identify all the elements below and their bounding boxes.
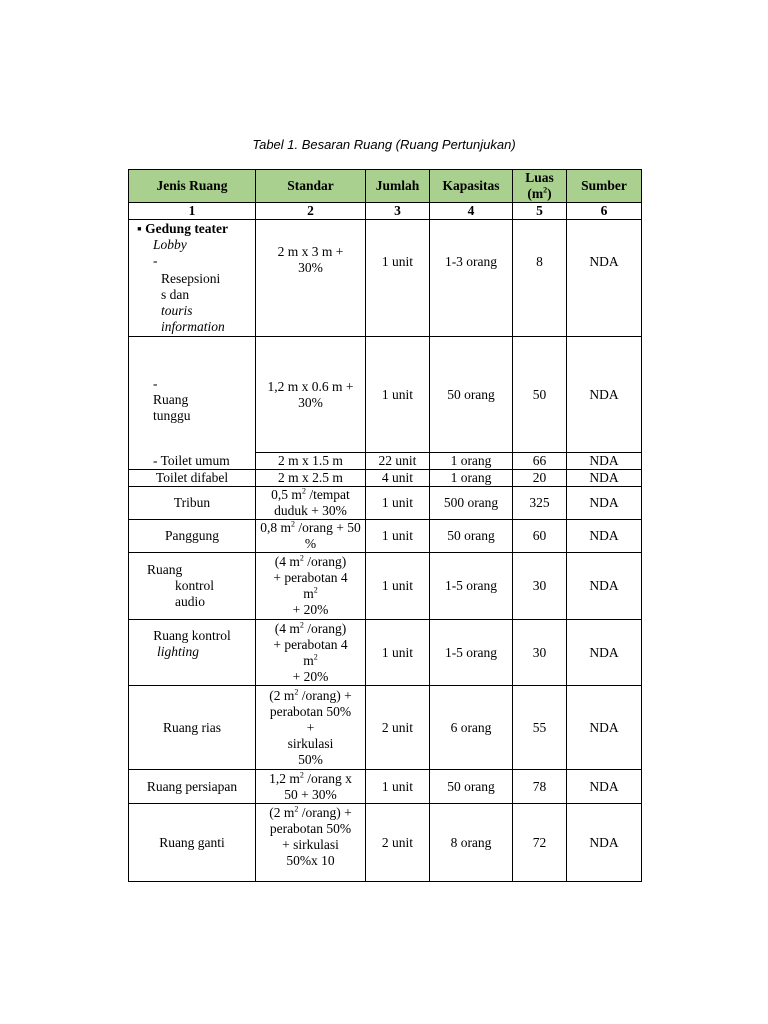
column-number: 1 [129, 203, 256, 220]
room-name-cell: ▪ Gedung teater Lobby - Resepsioni s dan touris information [129, 220, 256, 337]
kapasitas-cell: 50 orang [430, 337, 513, 453]
room-name-cell: Ruang persiapan [129, 770, 256, 804]
header-jumlah: Jumlah [366, 170, 430, 203]
sumber-cell: NDA [567, 553, 642, 620]
standar-cell: (2 $m^2$ /orang) + perabotan 50% + sirkulasi 50%x 10 [256, 804, 366, 882]
jumlah-cell: 1 unit [366, 220, 430, 337]
luas-cell: 20 [513, 470, 567, 487]
table-row [129, 804, 642, 882]
jumlah-cell: 1 unit [366, 620, 430, 686]
table-row [129, 770, 642, 804]
kapasitas-cell: 6 orang [430, 686, 513, 770]
standar-cell: 1,2 $m^2$ /orang x 50 + 30% [256, 770, 366, 804]
room-name-cell: - Toilet umum [129, 453, 256, 470]
table-row [129, 337, 642, 453]
standar-cell: 1,2 m x 0.6 m + 30% [256, 337, 366, 453]
group-title: Gedung teater [145, 221, 229, 236]
jumlah-cell: 1 unit [366, 553, 430, 620]
luas-cell: 60 [513, 520, 567, 553]
room-name-cell: Tribun [129, 487, 256, 520]
table-row [129, 220, 642, 337]
room-name-cell: Ruang rias [129, 686, 256, 770]
kapasitas-cell: 1 orang [430, 453, 513, 470]
table-row [129, 620, 642, 686]
jumlah-cell: 2 unit [366, 686, 430, 770]
standar-cell: 0,5 $m^2$ /tempat duduk + 30% [256, 487, 366, 520]
kapasitas-cell: 50 orang [430, 520, 513, 553]
room-name-cell: Ruang kontrol audio [129, 553, 256, 620]
sumber-cell: NDA [567, 686, 642, 770]
jumlah-cell: 1 unit [366, 337, 430, 453]
table-row [129, 470, 642, 487]
luas-cell: 30 [513, 553, 567, 620]
sumber-cell: NDA [567, 804, 642, 882]
room-name-cell: Ruang kontrol lighting [129, 620, 256, 686]
standar-cell: (4 $m^2$ /orang) + perabotan 4 $m^2$ + 20% [256, 553, 366, 620]
kapasitas-cell: 8 orang [430, 804, 513, 882]
luas-cell: 50 [513, 337, 567, 453]
jumlah-cell: 4 unit [366, 470, 430, 487]
sumber-cell: NDA [567, 620, 642, 686]
luas-cell: 66 [513, 453, 567, 470]
jumlah-cell: 1 unit [366, 520, 430, 553]
kapasitas-cell: 1-5 orang [430, 553, 513, 620]
header-sumber: Sumber [567, 170, 642, 203]
column-number: 6 [567, 203, 642, 220]
kapasitas-cell: 1-3 orang [430, 220, 513, 337]
luas-cell: 78 [513, 770, 567, 804]
table-row [129, 487, 642, 520]
sumber-cell: NDA [567, 487, 642, 520]
jumlah-cell: 2 unit [366, 804, 430, 882]
table-row [129, 520, 642, 553]
table-header-row [129, 170, 642, 203]
header-luas: Luas $(m^2)$ [513, 170, 567, 203]
column-number: 4 [430, 203, 513, 220]
luas-cell: 30 [513, 620, 567, 686]
header-kapasitas: Kapasitas [430, 170, 513, 203]
kapasitas-cell: 1 orang [430, 470, 513, 487]
column-number: 5 [513, 203, 567, 220]
table-caption: Tabel 1. Besaran Ruang (Ruang Pertunjukan) [252, 137, 516, 152]
table-row [129, 553, 642, 620]
table-row [129, 686, 642, 770]
standar-cell: (2 $m^2$ /orang) + perabotan 50% + sirkulasi 50% [256, 686, 366, 770]
jumlah-cell: 22 unit [366, 453, 430, 470]
column-number-row [129, 203, 642, 220]
sumber-cell: NDA [567, 453, 642, 470]
kapasitas-cell: 500 orang [430, 487, 513, 520]
room-name-cell: - Ruang tunggu [129, 337, 256, 453]
jumlah-cell: 1 unit [366, 770, 430, 804]
luas-cell: 8 [513, 220, 567, 337]
sumber-cell: NDA [567, 220, 642, 337]
room-name-cell: Toilet difabel [129, 470, 256, 487]
lobby-label: Lobby [153, 237, 187, 252]
room-name-cell: Panggung [129, 520, 256, 553]
luas-cell: 72 [513, 804, 567, 882]
kapasitas-cell: 50 orang [430, 770, 513, 804]
standar-cell: 2 m x 2.5 m [256, 470, 366, 487]
sumber-cell: NDA [567, 470, 642, 487]
standar-cell: 2 m x 1.5 m [256, 453, 366, 470]
jumlah-cell: 1 unit [366, 487, 430, 520]
standar-cell: (4 $m^2$ /orang) + perabotan 4 $m^2$ + 20% [256, 620, 366, 686]
header-jenis-ruang: Jenis Ruang [129, 170, 256, 203]
column-number: 3 [366, 203, 430, 220]
standar-cell: 2 m x 3 m + 30% [256, 220, 366, 337]
space-requirements-table [128, 169, 642, 882]
sumber-cell: NDA [567, 337, 642, 453]
standar-cell: 0,8 $m^2$ /orang + 50 % [256, 520, 366, 553]
sumber-cell: NDA [567, 520, 642, 553]
table-row [129, 453, 642, 470]
luas-cell: 325 [513, 487, 567, 520]
kapasitas-cell: 1-5 orang [430, 620, 513, 686]
header-standar: Standar [256, 170, 366, 203]
luas-cell: 55 [513, 686, 567, 770]
room-name-cell: Ruang ganti [129, 804, 256, 882]
bullet-icon: ▪ [137, 221, 142, 236]
sumber-cell: NDA [567, 770, 642, 804]
column-number: 2 [256, 203, 366, 220]
